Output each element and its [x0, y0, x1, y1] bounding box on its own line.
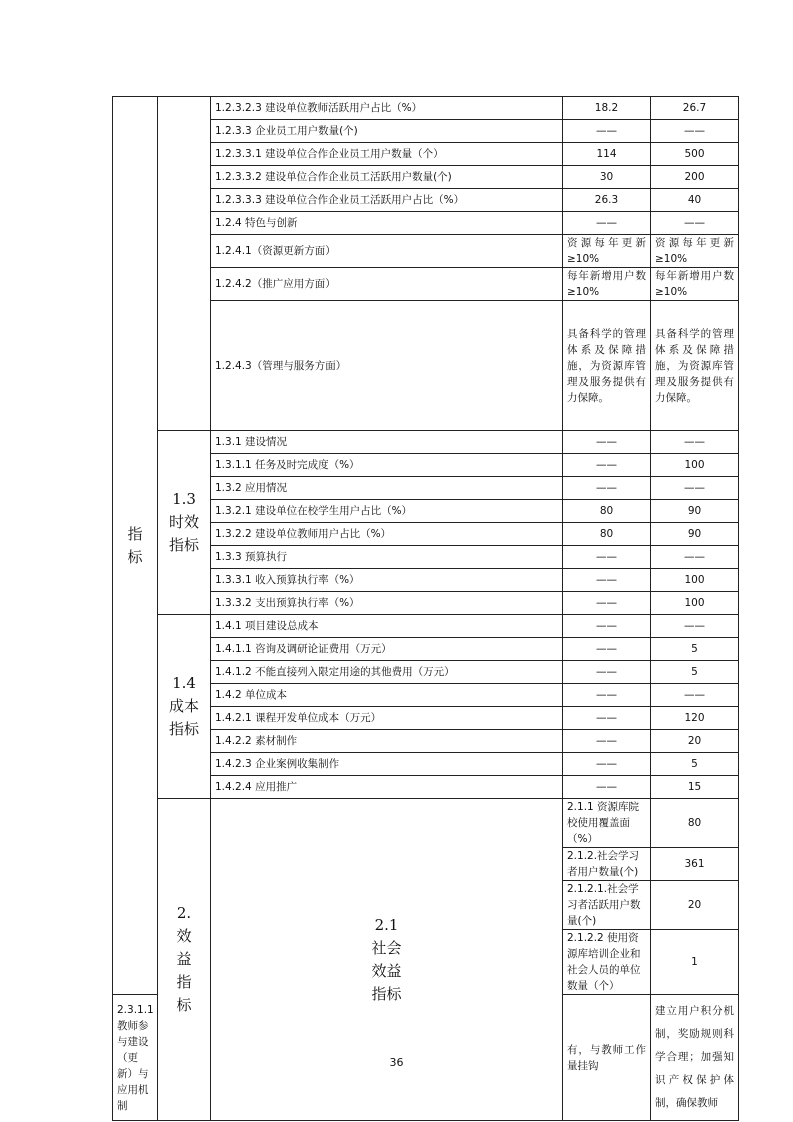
level2-cell-empty [158, 97, 211, 431]
indicator-name: 1.3.2 应用情况 [211, 477, 563, 500]
current-value: —— [563, 477, 651, 500]
level2-cell-cost: 1.4 成本 指标 [158, 615, 211, 799]
indicator-name: 1.3.1.1 任务及时完成度（%） [211, 454, 563, 477]
indicator-name: 1.2.3.3.3 建设单位合作企业员工活跃用户占比（%） [211, 189, 563, 212]
indicator-name: 1.3.3.2 支出预算执行率（%） [211, 592, 563, 615]
indicator-name: 1.3.1 建设情况 [211, 431, 563, 454]
indicator-name: 1.3.2.1 建设单位在校学生用户占比（%） [211, 500, 563, 523]
target-value: 500 [651, 143, 739, 166]
target-value: —— [651, 684, 739, 707]
target-value: —— [651, 477, 739, 500]
current-value: —— [563, 212, 651, 235]
current-value: —— [563, 454, 651, 477]
current-value: —— [563, 661, 651, 684]
table-row [113, 799, 739, 848]
indicator-name: 2.1.2.2 使用资源库培训企业和社会人员的单位数量（个） [563, 930, 651, 995]
indicator-name: 2.1.2.社会学习者用户数量(个) [563, 848, 651, 881]
indicator-name: 1.4.2.3 企业案例收集制作 [211, 753, 563, 776]
table-row [113, 431, 739, 454]
target-value: —— [651, 212, 739, 235]
current-value: 每年新增用户数≥10% [563, 268, 651, 301]
indicator-name: 1.2.3.3.2 建设单位合作企业员工活跃用户数量(个) [211, 166, 563, 189]
current-value: 具备科学的管理体系及保障措施，为资源库管理及服务提供有力保障。 [563, 301, 651, 431]
target-value: 100 [651, 592, 739, 615]
indicator-name: 1.2.3.3.1 建设单位合作企业员工用户数量（个） [211, 143, 563, 166]
indicator-name: 1.2.4.3（管理与服务方面） [211, 301, 563, 431]
target-value: 建立用户积分机制，奖励规则科学合理；加强知识产权保护体制，确保教师 [651, 995, 739, 1121]
target-value: 15 [651, 776, 739, 799]
indicator-table [112, 96, 739, 1121]
current-value: 资源每年更新≥10% [563, 235, 651, 268]
indicator-name: 1.2.4 特色与创新 [211, 212, 563, 235]
current-value: 有，与教师工作量挂钩 [563, 995, 651, 1121]
indicator-name: 1.4.2.2 素材制作 [211, 730, 563, 753]
current-value: 114 [563, 143, 651, 166]
target-value: 5 [651, 661, 739, 684]
indicator-name: 1.3.3.1 收入预算执行率（%） [211, 569, 563, 592]
indicator-name: 2.1.2.1.社会学习者活跃用户数量(个) [563, 881, 651, 930]
target-value: 资源每年更新≥10% [651, 235, 739, 268]
current-value: —— [563, 615, 651, 638]
indicator-name: 1.4.1.2 不能直接列入限定用途的其他费用（万元） [211, 661, 563, 684]
target-value: 100 [651, 454, 739, 477]
indicator-name: 2.3.1.1 教师参与建设（更新）与应用机制 [113, 995, 158, 1121]
current-value: —— [563, 753, 651, 776]
level1-cell-benefit: 2. 效 益 指 标 [158, 799, 211, 1121]
page-number: 36 [389, 1056, 404, 1069]
target-value: 20 [651, 730, 739, 753]
target-value: 200 [651, 166, 739, 189]
table-row [113, 615, 739, 638]
current-value: 30 [563, 166, 651, 189]
current-value: 80 [651, 799, 739, 848]
indicator-name: 1.4.2.4 应用推广 [211, 776, 563, 799]
target-value: 5 [651, 638, 739, 661]
indicator-name: 1.2.3.2.3 建设单位教师活跃用户占比（%） [211, 97, 563, 120]
indicator-name: 1.2.4.2（推广应用方面） [211, 268, 563, 301]
target-value: 90 [651, 523, 739, 546]
indicator-name: 1.4.1.1 咨询及调研论证费用（万元） [211, 638, 563, 661]
current-value: —— [563, 592, 651, 615]
target-value: 5 [651, 753, 739, 776]
current-value: —— [563, 569, 651, 592]
target-value: 40 [651, 189, 739, 212]
current-value: 80 [563, 500, 651, 523]
indicator-name: 1.4.1 项目建设总成本 [211, 615, 563, 638]
current-value: 26.3 [563, 189, 651, 212]
target-value: —— [651, 431, 739, 454]
current-value: —— [563, 546, 651, 569]
level2-cell-social-benefit: 2.1 社会 效益 指标 [211, 799, 563, 1121]
target-value: 120 [651, 707, 739, 730]
target-value: —— [651, 120, 739, 143]
target-value: 100 [651, 569, 739, 592]
indicator-name: 2.1.1 资源库院校使用覆盖面（%） [563, 799, 651, 848]
indicator-name: 1.3.3 预算执行 [211, 546, 563, 569]
target-value: 每年新增用户数≥10% [651, 268, 739, 301]
target-value: 26.7 [651, 97, 739, 120]
current-value: —— [563, 730, 651, 753]
current-value: —— [563, 638, 651, 661]
current-value: —— [563, 707, 651, 730]
level2-cell-timeliness: 1.3 时效 指标 [158, 431, 211, 615]
current-value: 18.2 [563, 97, 651, 120]
target-value: 具备科学的管理体系及保障措施，为资源库管理及服务提供有力保障。 [651, 301, 739, 431]
indicator-name: 1.4.2.1 课程开发单位成本（万元） [211, 707, 563, 730]
current-value: —— [563, 776, 651, 799]
target-value: —— [651, 546, 739, 569]
current-value: 361 [651, 848, 739, 881]
level1-cell-indicator: 指 标 [113, 97, 158, 995]
current-value: 20 [651, 881, 739, 930]
indicator-name: 1.4.2 单位成本 [211, 684, 563, 707]
indicator-name: 1.2.3.3 企业员工用户数量(个) [211, 120, 563, 143]
indicator-name: 1.2.4.1（资源更新方面） [211, 235, 563, 268]
current-value: —— [563, 684, 651, 707]
indicator-name: 1.3.2.2 建设单位教师用户占比（%） [211, 523, 563, 546]
table-row [113, 97, 739, 120]
target-value: 90 [651, 500, 739, 523]
target-value: —— [651, 615, 739, 638]
current-value: —— [563, 431, 651, 454]
current-value: —— [563, 120, 651, 143]
current-value: 80 [563, 523, 651, 546]
current-value: 1 [651, 930, 739, 995]
